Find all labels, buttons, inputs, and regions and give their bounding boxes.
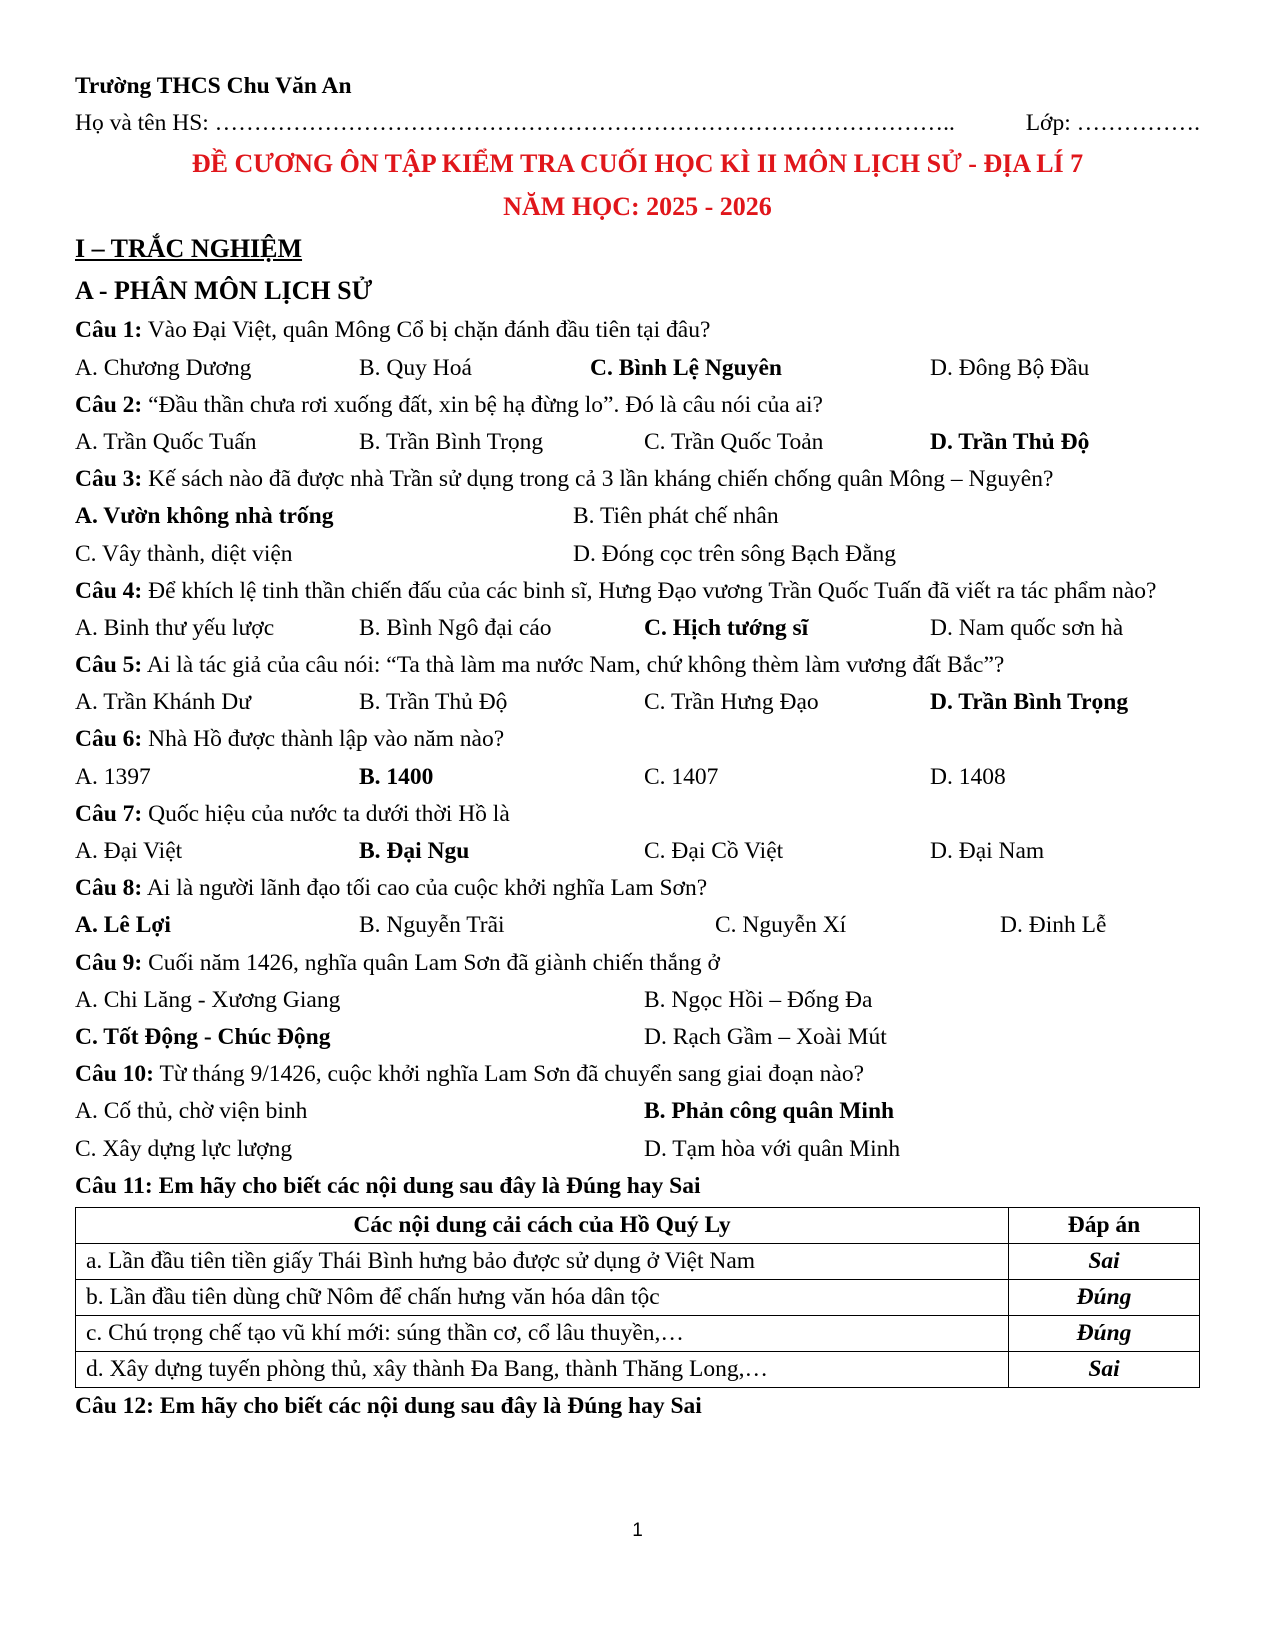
option-b-correct: B. Phản công quân Minh [644, 1098, 895, 1125]
question-label: Câu 7: [75, 800, 143, 827]
question-text: Kế sách nào đã được nhà Trần sử dụng trong cả 3 lần kháng chiến chống quân Mông – Nguyên? [142, 466, 1054, 493]
option-b: B. Tiên phát chế nhân [573, 503, 779, 530]
question-label: Câu 5: [75, 652, 143, 679]
question-6 [75, 721, 1200, 758]
column-header-answer: Đáp án [1009, 1207, 1200, 1243]
row-answer: Đúng [1009, 1315, 1200, 1351]
option-d: D. Tạm hòa với quân Minh [644, 1135, 901, 1162]
option-b-correct: B. 1400 [359, 763, 434, 790]
question-7 [75, 796, 1200, 833]
options-q9-row2 [75, 1019, 1200, 1056]
option-c: C. 1407 [644, 763, 719, 790]
question-text: “Đầu thần chưa rơi xuống đất, xin bệ hạ đừng lo”. Đó là câu nói của ai? [142, 391, 823, 418]
row-content: c. Chú trọng chế tạo vũ khí mới: súng thần cơ, cổ lâu thuyền,… [76, 1315, 1009, 1351]
option-c: C. Vây thành, diệt viện [75, 540, 293, 567]
question-label: Câu 6: [75, 726, 143, 753]
option-a: A. Chương Dương [75, 354, 252, 381]
option-a-correct: A. Vườn không nhà trống [75, 503, 334, 530]
question-text: Ai là tác giả của câu nói: “Ta thà làm ma nước Nam, chứ không thèm làm vương đất Bắc”? [142, 652, 1005, 679]
option-a: A. Trần Khánh Dư [75, 689, 251, 716]
question-10 [75, 1056, 1200, 1093]
option-a: A. Đại Việt [75, 838, 183, 865]
question-2 [75, 387, 1200, 424]
question-text: Ai là người lãnh đạo tối cao của cuộc khởi nghĩa Lam Sơn? [142, 875, 708, 902]
row-content: d. Xây dựng tuyến phòng thủ, xây thành Đa Bang, thành Thăng Long,… [76, 1351, 1009, 1387]
section-heading-multiple-choice: I – TRẮC NGHIỆM [75, 234, 303, 264]
question-text: Vào Đại Việt, quân Mông Cổ bị chặn đánh đầu tiên tại đâu? [142, 317, 711, 344]
table-row [76, 1279, 1200, 1315]
option-d: D. Đinh Lễ [1000, 912, 1107, 939]
option-d: D. Đóng cọc trên sông Bạch Đằng [573, 540, 897, 567]
class-field: Lớp: ……………. [1025, 110, 1200, 137]
document-title: ĐỀ CƯƠNG ÔN TẬP KIỂM TRA CUỐI HỌC KÌ II MÔN LỊCH SỬ - ĐỊA LÍ 7 [191, 149, 1084, 179]
options-q6 [75, 759, 1200, 796]
option-d: D. Rạch Gầm – Xoài Mút [644, 1023, 887, 1050]
row-content: a. Lần đầu tiên tiền giấy Thái Bình hưng bảo được sử dụng ở Việt Nam [76, 1243, 1009, 1279]
question-text: Cuối năm 1426, nghĩa quân Lam Sơn đã giành chiến thắng ở [142, 949, 720, 976]
option-d: D. Đại Nam [930, 838, 1045, 865]
question-text: Từ tháng 9/1426, cuộc khởi nghĩa Lam Sơn đã chuyển sang giai đoạn nào? [154, 1061, 865, 1088]
options-q10-row2 [75, 1131, 1200, 1168]
options-q9-row1 [75, 982, 1200, 1019]
option-b: B. Nguyễn Trãi [359, 912, 505, 939]
options-q5 [75, 684, 1200, 721]
option-a: A. Chi Lăng - Xương Giang [75, 986, 341, 1013]
question-label: Câu 2: [75, 391, 143, 418]
option-c: C. Xây dựng lực lượng [75, 1135, 293, 1162]
option-a: A. Binh thư yếu lược [75, 614, 275, 641]
question-label: Câu 4: [75, 577, 143, 604]
option-b-correct: B. Đại Ngu [359, 838, 470, 865]
option-b: B. Quy Hoá [359, 354, 472, 381]
option-a: A. 1397 [75, 763, 151, 790]
question-label: Câu 3: [75, 466, 143, 493]
options-q3-row2 [75, 536, 1200, 573]
option-d: D. 1408 [930, 763, 1006, 790]
option-b: B. Bình Ngô đại cáo [359, 614, 552, 641]
option-d-correct: D. Trần Bình Trọng [930, 689, 1129, 716]
table-row [76, 1315, 1200, 1351]
row-content: b. Lần đầu tiên dùng chữ Nôm để chấn hưng văn hóa dân tộc [76, 1279, 1009, 1315]
option-b: B. Trần Bình Trọng [359, 428, 544, 455]
option-c-correct: C. Bình Lệ Nguyên [590, 354, 782, 381]
options-q7 [75, 833, 1200, 870]
question-text: Nhà Hồ được thành lập vào năm nào? [142, 726, 505, 753]
question-text: Quốc hiệu của nước ta dưới thời Hồ là [142, 800, 510, 827]
option-c-correct: C. Tốt Động - Chúc Động [75, 1023, 331, 1050]
school-name: Trường THCS Chu Văn An [75, 73, 352, 99]
student-name-field: Họ và tên HS: ………………………………………………………………………………….. [75, 110, 955, 137]
option-d: D. Nam quốc sơn hà [930, 614, 1124, 641]
option-c-correct: C. Hịch tướng sĩ [644, 614, 809, 641]
student-info-line [75, 105, 1200, 142]
option-c: C. Trần Quốc Toản [644, 428, 824, 455]
options-q2 [75, 424, 1200, 461]
options-q1 [75, 350, 1200, 387]
school-year: NĂM HỌC: 2025 - 2026 [503, 192, 772, 222]
document-page [75, 68, 1200, 1425]
option-d: D. Đông Bộ Đầu [930, 354, 1090, 381]
option-a: A. Trần Quốc Tuấn [75, 428, 257, 455]
question-label: Câu 9: [75, 949, 143, 976]
question-label: Câu 8: [75, 875, 143, 902]
subsection-heading-history: A - PHÂN MÔN LỊCH SỬ [75, 276, 373, 306]
question-12: Câu 12: Em hãy cho biết các nội dung sau đây là Đúng hay Sai [75, 1392, 702, 1419]
table-row [76, 1351, 1200, 1387]
question-8 [75, 870, 1200, 907]
question-1 [75, 312, 1200, 349]
option-d-correct: D. Trần Thủ Độ [930, 428, 1090, 455]
options-q8 [75, 907, 1200, 944]
question-label: Câu 10: [75, 1061, 154, 1088]
options-q4 [75, 610, 1200, 647]
option-a-correct: A. Lê Lợi [75, 912, 171, 939]
options-q10-row1 [75, 1093, 1200, 1130]
question-label: Câu 1: [75, 317, 143, 344]
option-b: B. Ngọc Hồi – Đống Đa [644, 986, 873, 1013]
option-c: C. Nguyễn Xí [715, 912, 847, 939]
question-11: Câu 11: Em hãy cho biết các nội dung sau đây là Đúng hay Sai [75, 1172, 701, 1199]
true-false-table [75, 1207, 1200, 1388]
page-number: 1 [632, 1520, 643, 1541]
option-b: B. Trần Thủ Độ [359, 689, 508, 716]
table-header-row [76, 1207, 1200, 1243]
question-9 [75, 945, 1200, 982]
row-answer: Đúng [1009, 1279, 1200, 1315]
question-5 [75, 647, 1200, 684]
question-3 [75, 461, 1200, 498]
column-header-content: Các nội dung cải cách của Hồ Quý Ly [76, 1207, 1009, 1243]
question-text: Để khích lệ tinh thần chiến đấu của các binh sĩ, Hưng Đạo vương Trần Quốc Tuấn đã viết ra tác phẩm nào? [142, 577, 1157, 604]
option-a: A. Cố thủ, chờ viện binh [75, 1098, 308, 1125]
question-4 [75, 573, 1200, 610]
row-answer: Sai [1009, 1243, 1200, 1279]
table-row [76, 1243, 1200, 1279]
option-c: C. Trần Hưng Đạo [644, 689, 819, 716]
row-answer: Sai [1009, 1351, 1200, 1387]
option-c: C. Đại Cồ Việt [644, 838, 784, 865]
options-q3-row1 [75, 498, 1200, 535]
